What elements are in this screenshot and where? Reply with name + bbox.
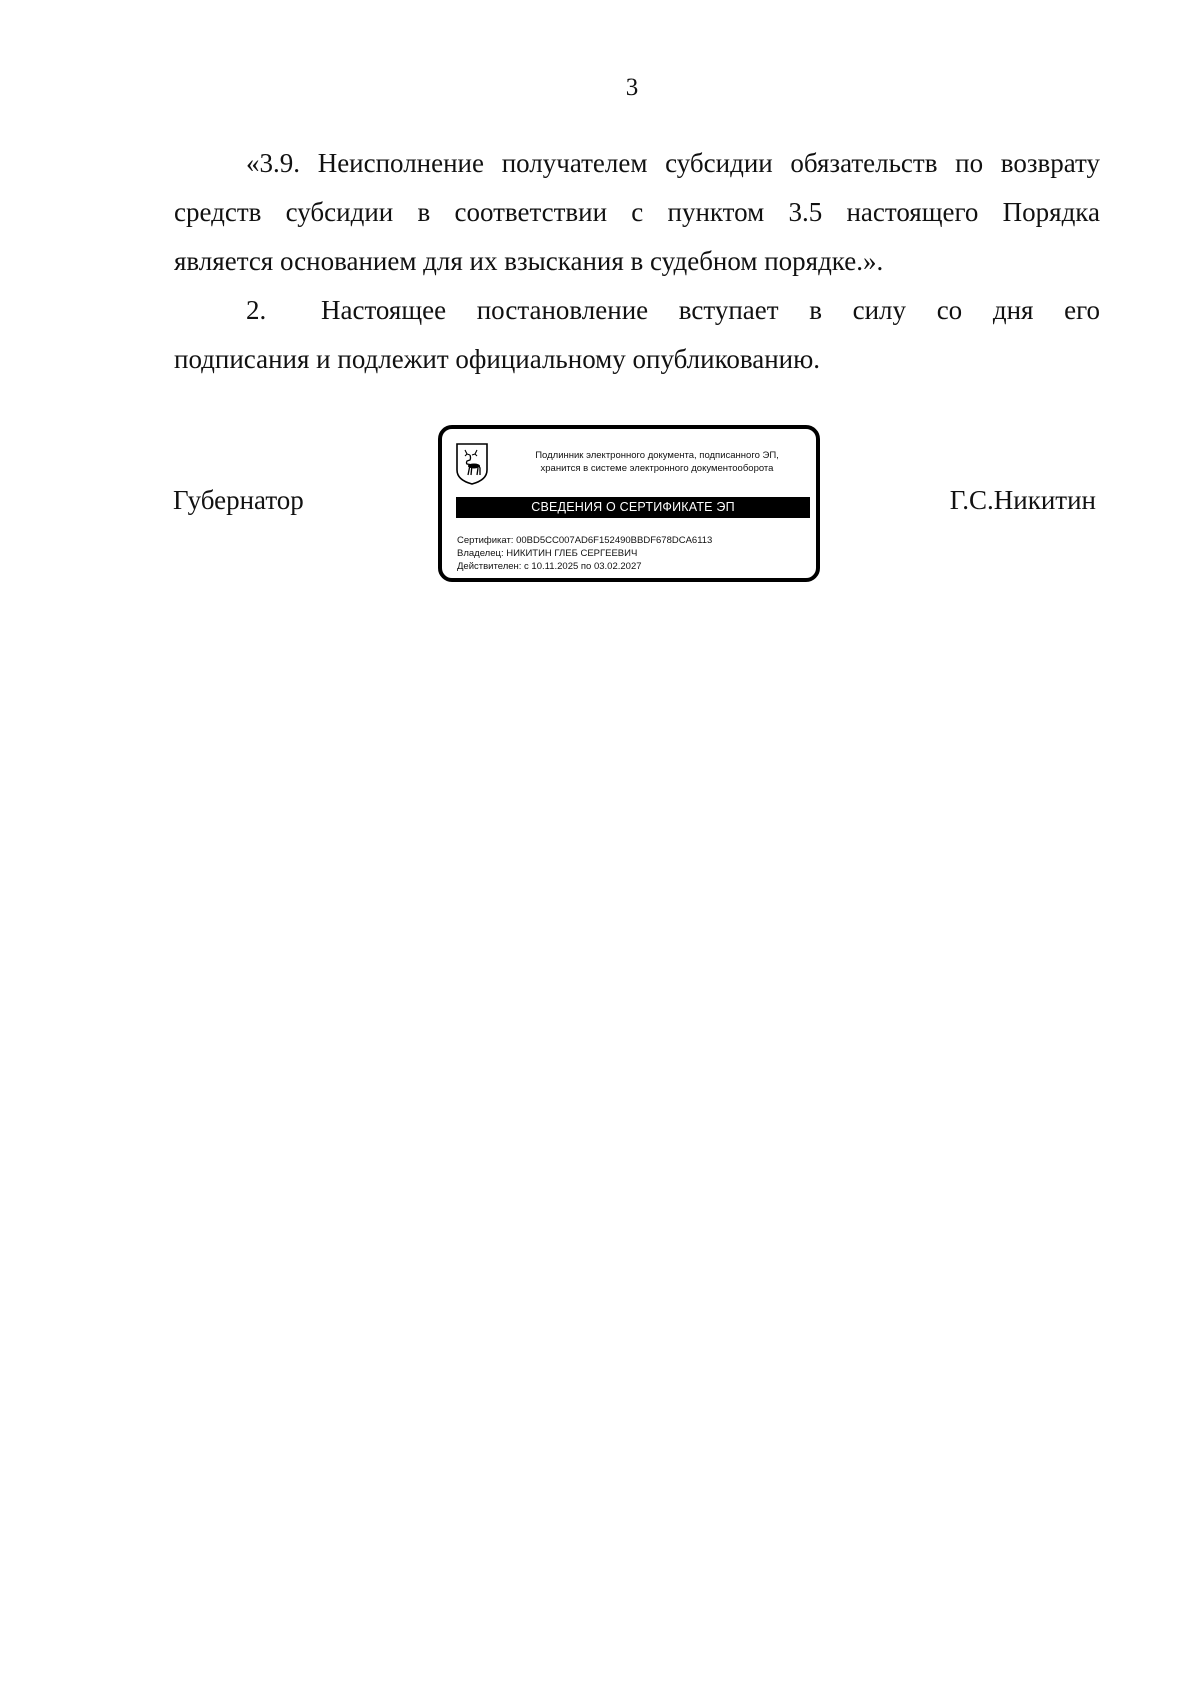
signatory-name: Г.С.Никитин — [949, 485, 1096, 515]
paragraph-2 — [174, 286, 1100, 384]
electronic-signature-stamp — [438, 425, 820, 582]
stamp-caption-line-2: хранится в системе электронного документооборота — [540, 463, 774, 474]
paragraph-3-9-line-3: является основанием для их взыскания в судебном порядке.». — [174, 246, 884, 276]
signatory-position: Губернатор — [173, 485, 304, 515]
stamp-caption-line-1: Подлинник электронного документа, подписанного ЭП, — [535, 450, 779, 461]
paragraph-3-9-line-2: средств субсидии в соответствии с пунктом 3.5 настоящего Порядка — [174, 197, 1100, 227]
paragraph-3-9 — [174, 139, 1100, 286]
stamp-header-bar: СВЕДЕНИЯ О СЕРТИФИКАТЕ ЭП — [456, 497, 810, 518]
stamp-owner: Владелец: НИКИТИН ГЛЕБ СЕРГЕЕВИЧ — [457, 548, 638, 559]
paragraph-3-9-line-1: «3.9. Неисполнение получателем субсидии обязательств по возврату — [246, 148, 1100, 178]
paragraph-2-line-1-text: Настоящее постановление вступает в силу со дня его — [321, 295, 1100, 325]
deer-coat-of-arms-icon — [455, 442, 489, 486]
page-number: 3 — [625, 74, 639, 101]
paragraph-2-line-1 — [174, 286, 1100, 335]
stamp-details — [457, 534, 712, 573]
stamp-caption — [500, 449, 814, 475]
paragraph-2-line-2: подписания и подлежит официальному опубликованию. — [174, 344, 821, 374]
paragraph-2-number: 2. — [246, 295, 267, 325]
stamp-validity: Действителен: с 10.11.2025 по 03.02.2027 — [457, 561, 642, 572]
stamp-certificate: Сертификат: 00BD5CC007AD6F152490BBDF678DCA6113 — [457, 535, 713, 546]
